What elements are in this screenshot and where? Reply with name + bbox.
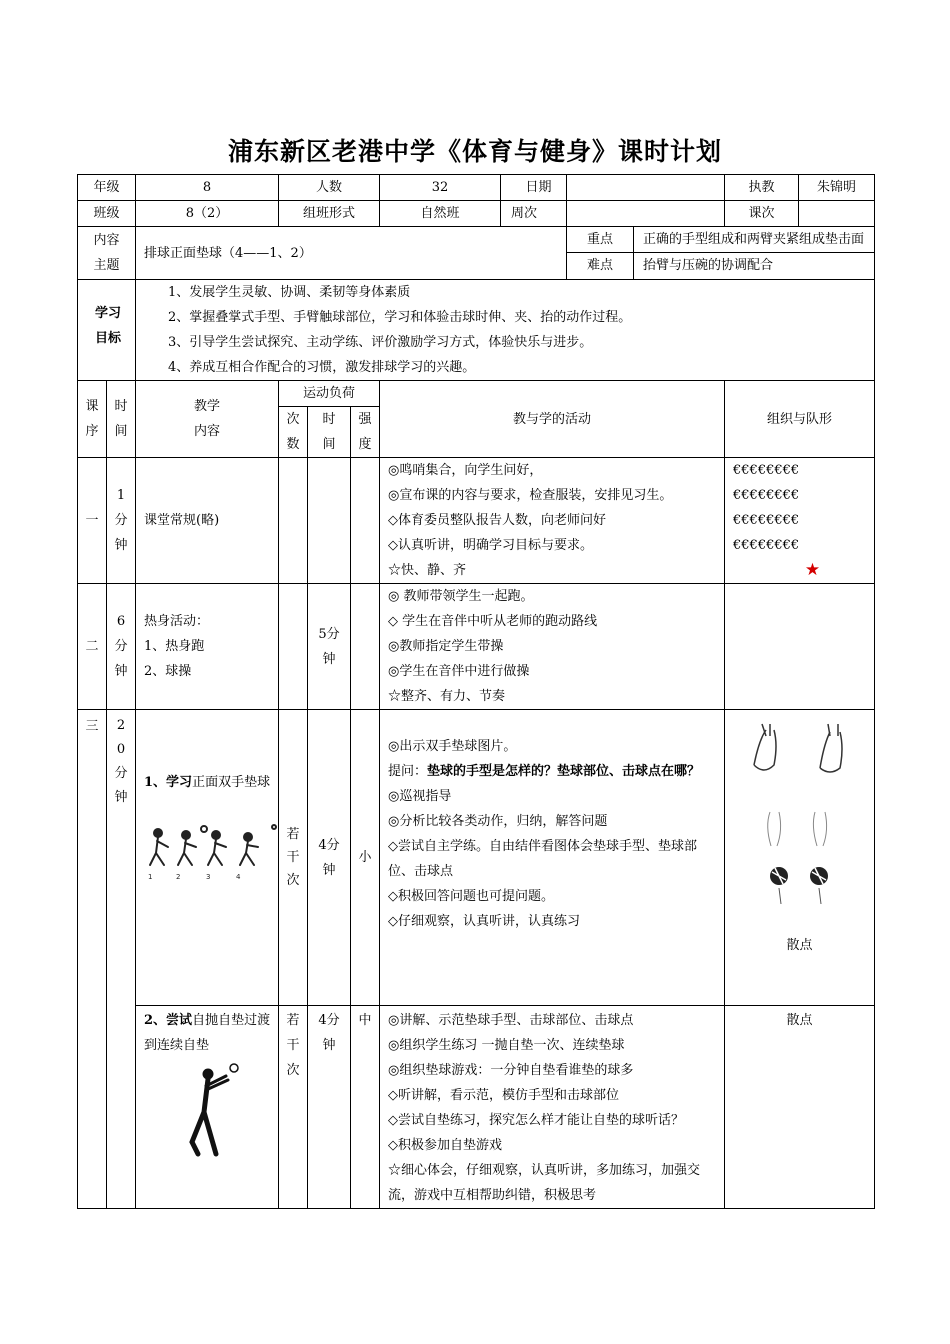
svg-text:2: 2	[176, 873, 181, 881]
activity-line: ☆整齐、有力、节奏	[388, 689, 506, 704]
date-value	[567, 175, 724, 200]
section-1-time: 1 分 钟	[107, 458, 136, 584]
section-3-seq: 三	[78, 710, 107, 1209]
goal-item: 4、养成互相合作配合的习惯，激发排球学习的兴趣。	[168, 360, 476, 375]
section-3-part1-intensity: 小	[351, 710, 380, 1006]
activity-line: ◇体育委员整队报告人数，向老师问好	[388, 513, 607, 528]
goals-label: 学习 目标	[94, 306, 121, 346]
activity-line: ◇ 学生在音伴中听从老师的跑动路线	[388, 614, 598, 629]
count-label: 人数	[279, 175, 380, 201]
activity-line: ◎巡视指导	[388, 789, 452, 804]
goal-item: 2、掌握叠掌式手型、手臂触球部位，学习和体验击球时伸、夹、抬的动作过程。	[168, 310, 632, 325]
activity-line: ◇积极参加自垫游戏	[388, 1138, 503, 1153]
col-times: 次 数	[279, 407, 308, 458]
section-3-part1-org	[725, 710, 875, 1006]
col-load: 运动负荷	[279, 381, 380, 407]
section-2-content: 热身活动： 1、热身跑 2、球操	[136, 584, 279, 710]
section-1-activities	[380, 458, 725, 584]
teacher-label: 执教	[725, 175, 799, 200]
date-label: 日期	[525, 180, 552, 195]
activity-line: ◇认真听讲，明确学习目标与要求。	[388, 538, 594, 553]
col-duration: 时 间	[308, 407, 351, 458]
difficulty-label: 难点	[567, 253, 634, 279]
activity-line: ◇听讲解，看示范，模仿手型和击球部位	[388, 1088, 620, 1103]
section-3-part2-times: 若 干 次	[279, 1006, 308, 1209]
section-2-time: 6 分 钟	[107, 584, 136, 710]
page-title: 浦东新区老港中学《体育与健身》课时计划	[227, 137, 722, 166]
activity-question: 提问：垫球的手型是怎样的？垫球部位、击球点在哪？	[388, 764, 701, 779]
formation-row: €€€€€€€€	[733, 488, 800, 503]
activity-line: ◎组织学生练习 一抛自垫一次、连续垫球	[388, 1038, 625, 1053]
topic-value: 排球正面垫球（4——1、2）	[136, 227, 567, 280]
activity-line: ◎ 教师带领学生一起跑。	[388, 589, 534, 604]
col-intensity: 强 度	[351, 407, 380, 458]
svg-text:1: 1	[148, 873, 153, 881]
lesson-label: 课次	[725, 201, 799, 226]
self-pass-player-image	[168, 1062, 248, 1162]
lesson-value	[799, 201, 874, 226]
activity-line: ◎组织垫球游戏：一分钟自垫看谁垫的球多	[388, 1063, 634, 1078]
activity-line: ◇尝试自垫练习，探究怎么样才能让自垫的球听话？	[388, 1113, 685, 1128]
section-3-part1-duration: 4分 钟	[308, 710, 351, 1006]
section-1-formation	[725, 458, 875, 584]
count-value: 32	[380, 175, 501, 200]
svg-text:4: 4	[236, 873, 241, 881]
contact-point-image	[755, 806, 845, 916]
col-activities: 教与学的活动	[380, 381, 725, 458]
section-3-part2-org: 散点	[725, 1006, 875, 1209]
formation-row: €€€€€€€€	[733, 463, 800, 478]
hand-shape-image	[744, 710, 856, 788]
section-2-seq: 二	[78, 584, 107, 710]
section-3-part2-intensity: 中	[351, 1006, 380, 1209]
section-2-duration: 5分 钟	[308, 584, 351, 710]
activity-line: ◎学生在音伴中进行做操	[388, 664, 530, 679]
col-seq: 课 序	[78, 381, 107, 458]
svg-text:3: 3	[206, 873, 211, 881]
difficulty-value: 抬臂与压碗的协调配合	[643, 258, 774, 273]
section-3-part1-activities	[380, 710, 725, 1006]
goal-item: 3、引导学生尝试探究、主动学练、评价激励学习方式，体验快乐与进步。	[168, 335, 593, 350]
section-1-content: 课堂常规(略)	[136, 458, 279, 584]
activity-line: ◎分析比较各类动作，归纳，解答问题	[388, 814, 608, 829]
volleyball-players-image	[144, 823, 280, 887]
section-3-part2-content: 2、尝试自抛自垫过渡到连续自垫	[136, 1006, 279, 1209]
section-3-part1-content: 1、学习正面双手垫球 1 2 3 4	[136, 710, 279, 1006]
teacher-value: 朱锦明	[817, 180, 857, 195]
grade-label: 年级	[78, 175, 136, 201]
activity-line: ◎教师指定学生带操	[388, 639, 504, 654]
formation-row: €€€€€€€€	[733, 513, 800, 528]
lesson-plan-table	[77, 174, 875, 1209]
activity-line: ◎出示双手垫球图片。	[388, 739, 517, 754]
grade-value: 8	[136, 175, 279, 201]
activity-line: ◎宣布课的内容与要求，检查服装，安排见习生。	[388, 488, 673, 503]
activity-line: ☆细心体会，仔细观察，认真听讲，多加练习，加强交流，游戏中互相帮助纠错，积极思考	[388, 1163, 701, 1203]
goal-item: 1、发展学生灵敏、协调、柔韧等身体素质	[168, 285, 411, 300]
activity-line: ◎讲解、示范垫球手型、击球部位、击球点	[388, 1013, 634, 1028]
org-label: 散点	[786, 938, 813, 953]
activity-line: ☆快、静、齐	[388, 563, 467, 578]
key-value: 正确的手型组成和两臂夹紧组成垫击面	[643, 232, 865, 247]
section-3-part1-times: 若 干 次	[279, 710, 308, 1006]
form-label: 组班形式	[279, 201, 380, 227]
class-value: 8（2）	[136, 201, 279, 227]
form-value: 自然班	[380, 201, 501, 226]
section-2-activities	[380, 584, 725, 710]
col-time: 时 间	[107, 381, 136, 458]
activity-line: ◇积极回答问题也可提问题。	[388, 889, 555, 904]
goals-row	[78, 280, 875, 381]
section-3-part2-activities	[380, 1006, 725, 1209]
section-3-time: 2 0 分 钟	[107, 710, 136, 1209]
activity-line: ◇仔细观察，认真听讲，认真练习	[388, 914, 581, 929]
col-organization: 组织与队形	[725, 381, 875, 458]
week-value	[567, 201, 725, 227]
section-1-seq: 一	[78, 458, 107, 584]
week-label: 周次	[511, 206, 538, 221]
section-3-part2-duration: 4分 钟	[308, 1006, 351, 1209]
key-label: 重点	[567, 227, 634, 252]
goals-list	[78, 280, 874, 380]
class-label: 班级	[78, 201, 136, 227]
topic-label: 内容 主题	[78, 227, 136, 280]
teacher-star-icon: ★	[804, 560, 821, 580]
activity-line: ◇尝试自主学练。自由结伴看图体会垫球手型、垫球部位、击球点	[388, 839, 698, 879]
formation-row: €€€€€€€€	[733, 538, 800, 553]
col-content: 教学 内容	[136, 381, 279, 458]
activity-line: ◎鸣哨集合，向学生问好，	[388, 463, 543, 478]
